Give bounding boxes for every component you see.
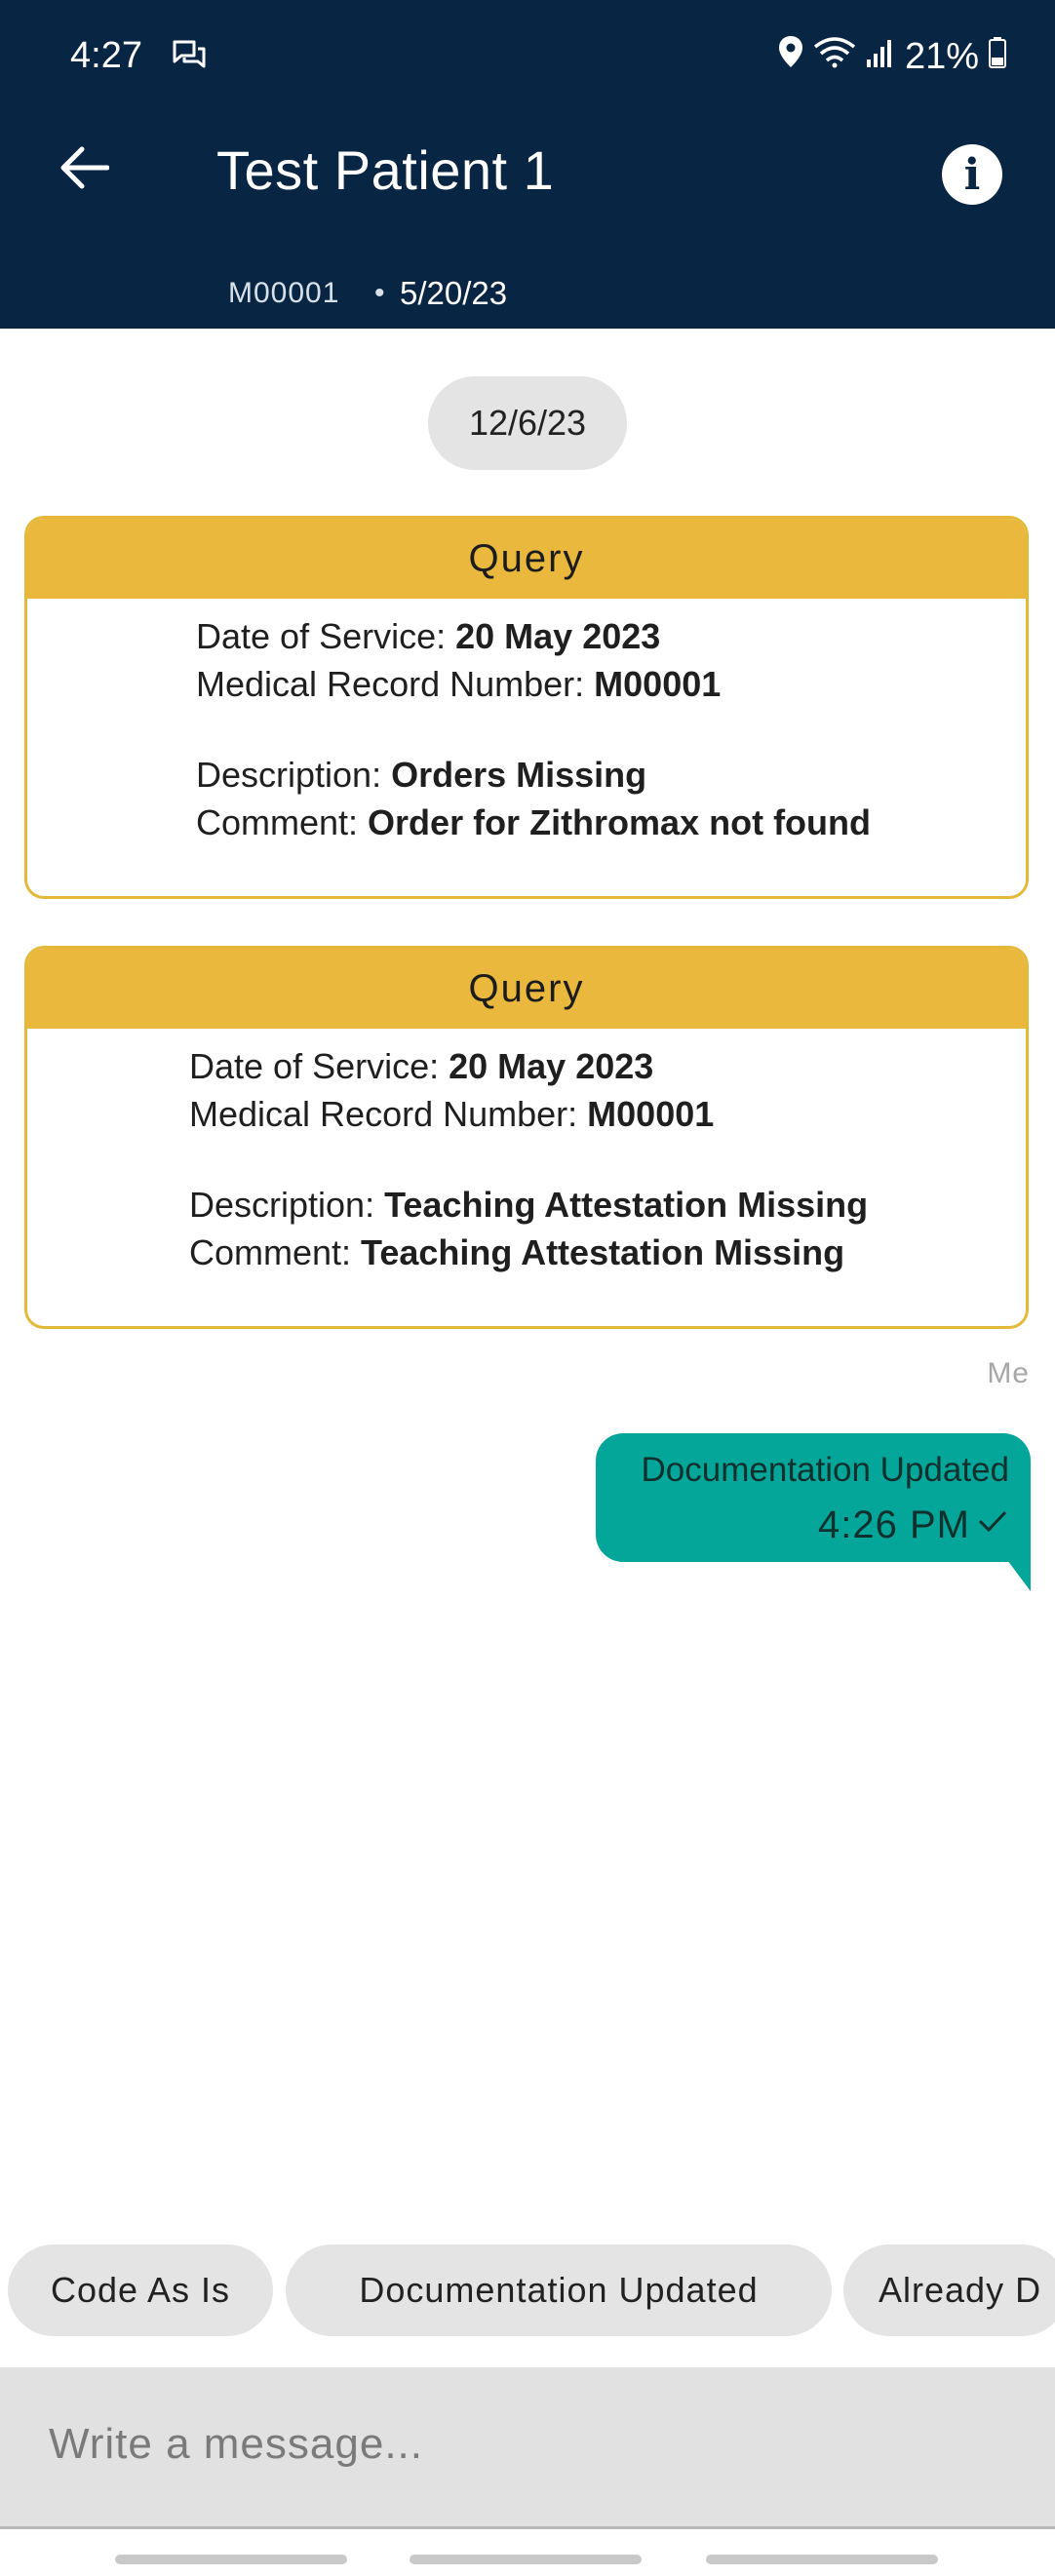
wifi-icon (813, 35, 856, 78)
message-time: 4:26 PM (818, 1503, 970, 1546)
query-mrn: Medical Record Number: M00001 (189, 1094, 715, 1134)
query-description: Description: Orders Missing (196, 755, 647, 795)
status-time: 4:27 (70, 35, 142, 76)
header-mrn: M00001 (228, 277, 340, 309)
query-card (24, 946, 1029, 1329)
info-icon: i (963, 149, 981, 200)
nav-handle[interactable] (115, 2555, 347, 2564)
date-divider: 12/6/23 (428, 376, 627, 470)
arrow-left-icon (59, 145, 109, 190)
query-card-body (189, 1042, 868, 1276)
query-date-of-service: Date of Service: 20 May 2023 (189, 1046, 654, 1086)
message-bubble[interactable] (596, 1433, 1031, 1562)
header-date: 5/20/23 (400, 275, 508, 311)
quick-reply-code-as-is[interactable]: Code As Is (8, 2244, 273, 2336)
nav-handle[interactable] (410, 2555, 642, 2564)
query-comment: Comment: Teaching Attestation Missing (189, 1232, 845, 1272)
battery-percent: 21% (904, 35, 979, 77)
message-bubble-tail (1007, 1560, 1031, 1591)
quick-reply-already-d[interactable]: Already D (843, 2244, 1055, 2336)
info-button[interactable] (942, 144, 1002, 205)
quick-reply-documentation-updated[interactable]: Documentation Updated (286, 2244, 832, 2336)
query-comment: Comment: Order for Zithromax not found (196, 802, 872, 842)
query-date-of-service: Date of Service: 20 May 2023 (196, 616, 661, 656)
signal-icon (866, 36, 895, 78)
back-button[interactable] (53, 137, 115, 199)
header-separator: • (374, 277, 385, 309)
query-card-header: Query (27, 949, 1026, 1029)
message-composer (0, 2367, 1055, 2529)
patient-title: Test Patient 1 (216, 139, 555, 201)
chat-icon (172, 39, 207, 77)
query-card (24, 516, 1029, 899)
nav-handle[interactable] (706, 2555, 938, 2564)
query-card-body (196, 612, 871, 846)
check-icon (978, 1509, 1007, 1538)
system-nav-bar (0, 2529, 1055, 2576)
status-icons (778, 35, 1006, 78)
app-header (0, 0, 1055, 329)
query-description: Description: Teaching Attestation Missing (189, 1185, 869, 1225)
battery-icon (989, 36, 1006, 78)
query-card-header: Query (27, 519, 1026, 599)
query-mrn: Medical Record Number: M00001 (196, 664, 722, 704)
sender-label: Me (987, 1357, 1030, 1389)
message-input[interactable] (47, 2404, 1016, 2484)
message-text: Documentation Updated (641, 1451, 1009, 1489)
location-icon (778, 35, 803, 78)
